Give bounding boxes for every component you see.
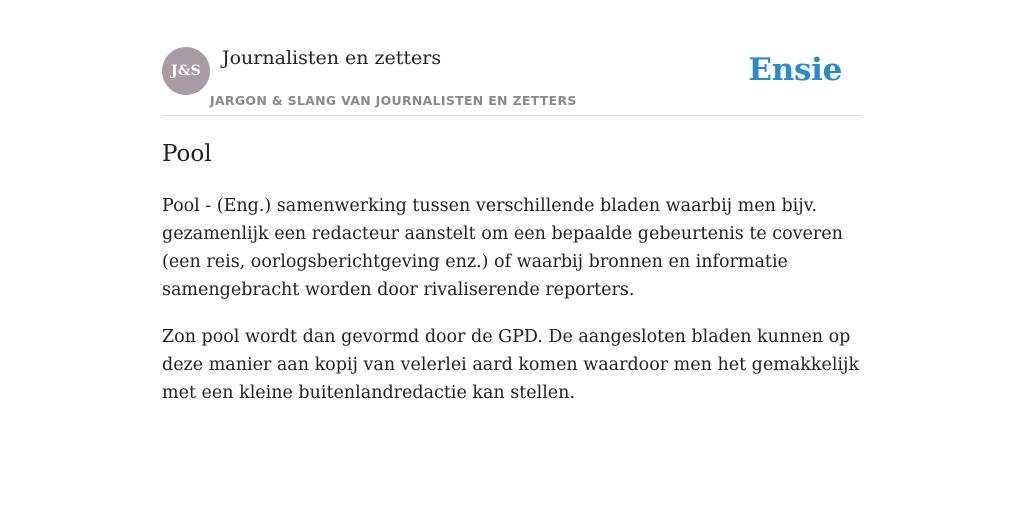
avatar-initials: J&S (171, 63, 201, 79)
definition-paragraph-2: Zon pool wordt dan gevormd door de GPD. De aangesloten bladen kunnen op deze manier aan kopij van velerlei aard komen waardoor men het gemakkelijk met een kleine buitenlandredactie kan stellen. (162, 327, 860, 403)
entry-title: Pool (162, 141, 212, 167)
entry-definition (162, 192, 862, 426)
ensie-logo-link[interactable]: Ensie (748, 52, 842, 88)
dictionary-title-link[interactable]: Journalisten en zetters (222, 47, 442, 69)
dictionary-subtitle: JARGON & SLANG VAN JOURNALISTEN EN ZETTERS (210, 93, 577, 108)
dictionary-header (162, 0, 862, 116)
definition-paragraph-1: Pool - (Eng.) samenwerking tussen verschillende bladen waarbij men bijv. gezamenlijk een redacteur aanstelt om een bepaalde gebeurtenis te coveren (een reis, oorlogsberichtgeving enz.) of waarbij bronnen en informatie samengebracht worden door rivaliserende reporters. (162, 196, 843, 300)
page-container (162, 0, 862, 512)
dictionary-avatar[interactable] (162, 47, 210, 95)
